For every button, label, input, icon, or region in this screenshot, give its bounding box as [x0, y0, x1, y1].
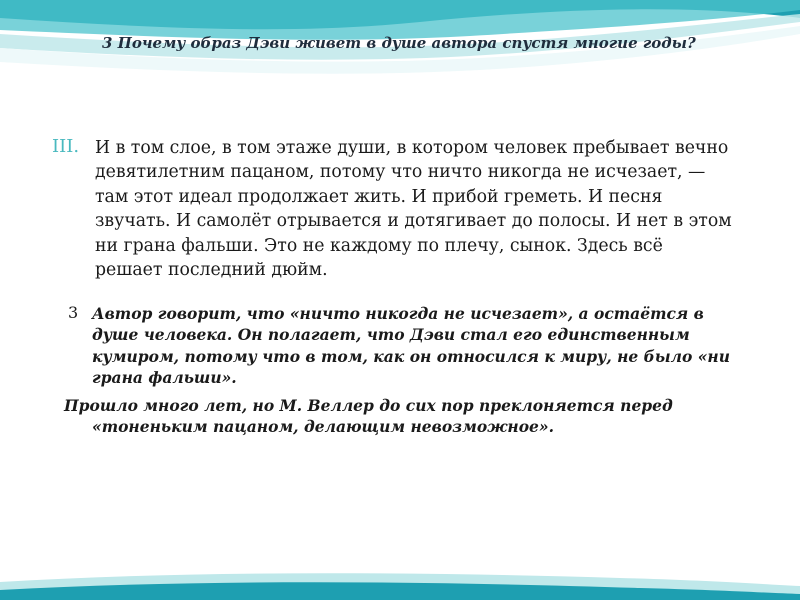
roman-numeral: III. — [52, 136, 80, 157]
slide-title: 3 Почему образ Дэви живет в душе автора спустя многие годы? — [102, 34, 696, 52]
conclusion-paragraph: Прошло много лет, но М. Веллер до сих пор преклоняется перед «тоненьким пацаном, делающим невозможное». — [64, 396, 673, 437]
quote-paragraph: И в том слое, в том этаже души, в котором человек пребывает вечно девятилетним пацаном, потому что ничто никогда не исчезает, — там этот идеал продолжает жить. И прибой греметь. И песня звучать. И самолёт отрывается и дотягивает до полосы. И нет в этом ни грана фальши. Это не каждому по плечу, сынок. Здесь всё решает последний дюйм. — [95, 138, 732, 281]
answer-number: 3 — [68, 303, 79, 322]
bottom-wave-decoration — [0, 560, 800, 600]
answer-paragraph: Автор говорит, что «ничто никогда не исчезает», а остаётся в душе человека. Он полагает, что Дэви стал его единственным кумиром, потому что в том, как он относился к миру, не было «ни грана фальши». — [92, 304, 730, 387]
